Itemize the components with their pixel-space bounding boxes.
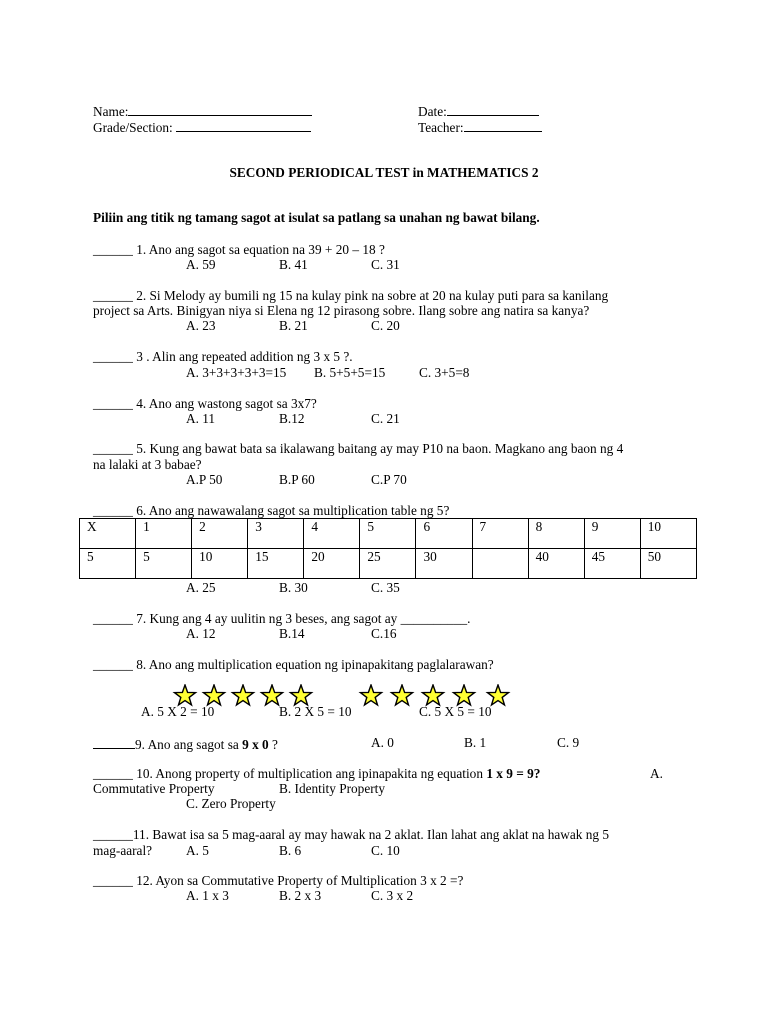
question-text: 6. Ano ang nawawalang sagot sa multiplication table ng 5? [136,503,450,518]
teacher-blank[interactable] [464,119,542,132]
answer-blank[interactable]: ______ [93,766,133,781]
table-cell: 30 [416,549,472,579]
choice-a: A. 1 x 3 [186,888,229,903]
choice-a: A.P 50 [186,472,223,487]
question-4 [93,396,317,411]
choice-b: B.12 [279,411,305,426]
star-icon [392,685,413,705]
answer-blank[interactable]: ______ [93,657,133,672]
answer-blank[interactable]: ______ [93,349,133,364]
question-3 [93,349,353,364]
question-2 [93,288,608,303]
choice-a: A. 11 [186,411,216,426]
star-icon [175,685,196,705]
question-text: 3 . Alin ang repeated addition ng 3 x 5 ?. [136,349,353,364]
star-icon [454,685,475,705]
grade-section-blank[interactable] [176,119,311,132]
table-cell: 6 [416,519,472,549]
table-cell: 10 [192,549,248,579]
question-5-continued: na lalaki at 3 babae? [93,457,202,472]
date-label: Date: [418,104,447,119]
answer-blank[interactable]: ______ [93,441,133,456]
question-8 [93,657,494,672]
choice-a-letter: A. [650,766,663,781]
multiplication-table [79,518,697,579]
choice-b: B. 5+5+5=15 [314,365,386,380]
grade-section-label: Grade/Section: [93,120,173,135]
question-text: 5. Kung ang bawat bata sa ikalawang baitang ay may P10 na baon. Magkano ang baon ng 4 [136,441,624,456]
question-text: 4. Ano ang wastong sagot sa 3x7? [136,396,317,411]
question-expression: 9 x 0 [242,737,269,752]
question-text: 11. Bawat isa sa 5 mag-aaral ay may hawak na 2 aklat. Ilan lahat ang aklat na hawak ng 5 [132,827,610,842]
table-cell: 5 [360,519,416,549]
question-text: 9. Ano ang sagot sa [135,737,243,752]
choice-c: C. 31 [371,257,400,272]
table-cell: 9 [584,519,640,549]
table-cell: 5 [136,549,192,579]
answer-blank[interactable]: ______ [93,242,133,257]
table-cell: 50 [640,549,696,579]
choice-c: C.P 70 [371,472,407,487]
question-2-continued: project sa Arts. Binigyan niya si Elena ng 12 pirasong sobre. Ilang sobre ang natira sa kanya? [93,303,590,318]
question-text: 2. Si Melody ay bumili ng 15 na kulay pink na sobre at 20 na kulay puti para sa kanilang [136,288,609,303]
date-blank[interactable] [447,103,539,116]
choice-c: C. 3+5=8 [419,365,470,380]
answer-blank[interactable]: ______ [93,827,133,842]
choice-a: A. 5 X 2 = 10 [141,704,215,719]
star-icon [233,685,254,705]
name-blank[interactable] [128,103,312,116]
name-label: Name: [93,104,129,119]
choice-a: A. 3+3+3+3+3=15 [186,365,287,380]
choice-c: C. 5 X 5 = 10 [419,704,492,719]
question-10 [93,766,540,781]
table-cell: 4 [304,519,360,549]
choice-c: C. 9 [557,735,580,750]
date-field[interactable] [418,103,539,119]
choice-c: C. 20 [371,318,400,333]
table-cell: X [80,519,136,549]
table-cell: 15 [248,549,304,579]
table-cell: 20 [304,549,360,579]
choice-a: A. 12 [186,626,216,641]
star-icon [361,685,382,705]
choice-c: C. 3 x 2 [371,888,414,903]
choice-c: C. 10 [371,843,400,858]
answer-blank[interactable]: ______ [93,611,133,626]
choice-b: B. Identity Property [279,781,385,796]
page-title: SECOND PERIODICAL TEST in MATHEMATICS 2 [229,165,539,180]
star-icon [204,685,225,705]
choice-c: C. Zero Property [186,796,276,811]
table-cell: 8 [528,519,584,549]
question-7 [93,611,470,626]
star-icon [291,685,312,705]
choice-a: A. 0 [371,735,394,750]
choice-b: B.P 60 [279,472,315,487]
choice-b: B. 21 [279,318,308,333]
table-cell: 45 [584,549,640,579]
question-equation: 1 x 9 = 9? [486,766,541,781]
question-text: 8. Ano ang multiplication equation ng ipinapakitang paglalarawan? [136,657,494,672]
choice-b: B.14 [279,626,305,641]
choice-a: A. 25 [186,580,216,595]
question-text: 12. Ayon sa Commutative Property of Multiplication 3 x 2 =? [136,873,464,888]
answer-blank[interactable]: ______ [93,288,133,303]
table-cell: 5 [80,549,136,579]
answer-blank[interactable]: ______ [93,503,133,518]
choice-c: C. 35 [371,580,400,595]
question-12 [93,873,463,888]
choice-a: A. 23 [186,318,216,333]
question-text: 10. Anong property of multiplication ang ipinapakita ng equation [136,766,487,781]
table-cell: 40 [528,549,584,579]
question-text: 7. Kung ang 4 ay uulitin ng 3 beses, ang sagot ay __________. [136,611,471,626]
choice-c: C. 21 [371,411,400,426]
missing-cell [472,549,528,579]
table-cell: 1 [136,519,192,549]
choice-b: B. 30 [279,580,308,595]
choice-a: A. 59 [186,257,216,272]
choice-a: Commutative Property [93,781,215,796]
choice-b: B. 41 [279,257,308,272]
question-text: 1. Ano ang sagot sa equation na 39 + 20 – 18 ? [136,242,385,257]
question-11-continued: mag-aaral? [93,843,153,858]
choice-c: C.16 [371,626,397,641]
question-6 [93,503,449,518]
table-cell: 10 [640,519,696,549]
choice-b: B. 1 [464,735,487,750]
choice-b: B. 6 [279,843,302,858]
answer-blank[interactable] [93,735,135,749]
star-icon [423,685,444,705]
question-11 [93,827,609,842]
table-cell: 7 [472,519,528,549]
choice-b: B. 2 x 3 [279,888,322,903]
instructions: Piliin ang titik ng tamang sagot at isulat sa patlang sa unahan ng bawat bilang. [93,210,540,225]
grade-section-field[interactable] [93,119,311,135]
table-row [80,549,697,579]
star-icon [262,685,283,705]
name-field[interactable] [93,103,312,119]
question-9 [93,735,278,752]
star-icon [488,685,509,705]
answer-blank[interactable]: ______ [93,396,133,411]
teacher-field[interactable] [418,119,542,135]
teacher-label: Teacher: [418,120,464,135]
choice-a: A. 5 [186,843,209,858]
question-1 [93,242,385,257]
answer-blank[interactable]: ______ [93,873,133,888]
table-cell: 25 [360,549,416,579]
table-row [80,519,697,549]
choice-b: B. 2 X 5 = 10 [279,704,352,719]
table-cell: 3 [248,519,304,549]
table-cell: 2 [192,519,248,549]
question-mark: ? [268,737,278,752]
question-5 [93,441,623,456]
